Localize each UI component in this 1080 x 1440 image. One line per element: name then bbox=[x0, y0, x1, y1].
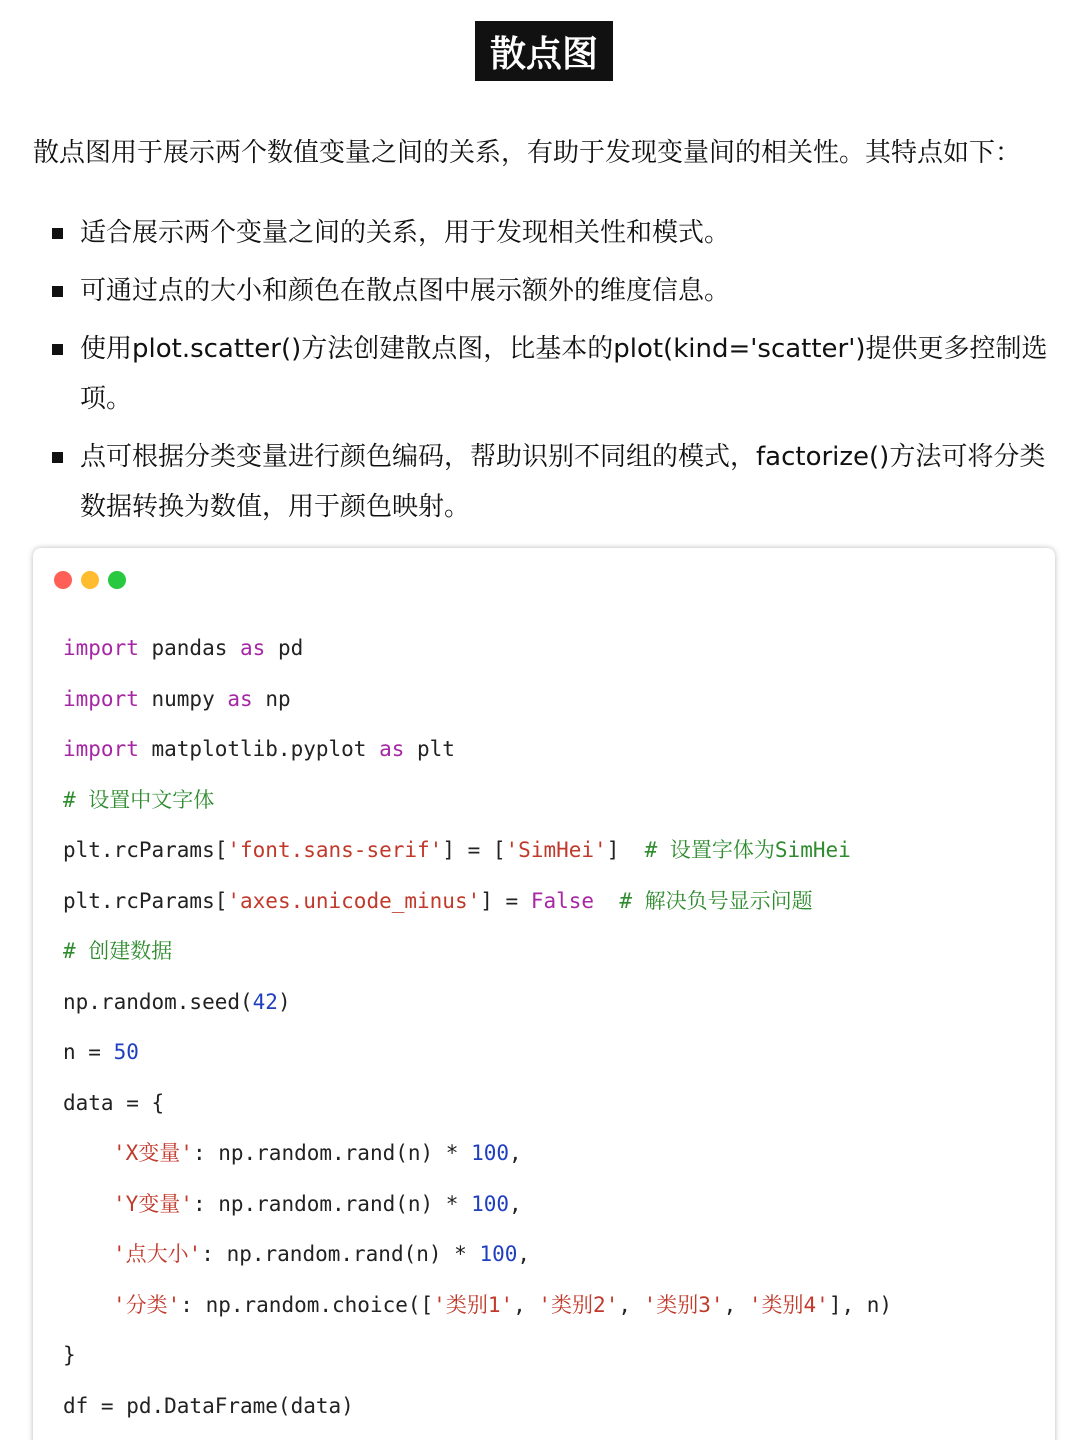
maximize-dot-icon bbox=[108, 571, 126, 589]
code-token: matplotlib.pyplot bbox=[138, 737, 380, 761]
code-token: import bbox=[63, 737, 139, 761]
code-token: : np.random.rand(n) * bbox=[192, 1141, 472, 1165]
code-token: ] = bbox=[480, 888, 531, 913]
code-token: 'X变量' bbox=[113, 1141, 193, 1165]
code-token: 100 bbox=[479, 1242, 518, 1266]
feature-item: 点可根据分类变量进行颜色编码，帮助识别不同组的模式，factorize()方法可将分类数据转换为数值，用于颜色映射。 bbox=[50, 432, 1050, 532]
code-token: ], n) bbox=[828, 1292, 893, 1317]
code-token: # 设置字体为SimHei bbox=[644, 838, 851, 862]
code-token: '类别2' bbox=[538, 1292, 619, 1317]
code-token: data = { bbox=[63, 1090, 165, 1115]
code-token: 42 bbox=[252, 989, 278, 1014]
code-token bbox=[594, 889, 619, 913]
code-line bbox=[63, 977, 892, 1028]
code-token: as bbox=[379, 737, 405, 761]
code-token: df = pd.DataFrame(data) bbox=[63, 1393, 354, 1418]
code-line bbox=[63, 1027, 892, 1078]
code-token: , bbox=[509, 1141, 522, 1165]
code-line bbox=[63, 1381, 892, 1432]
code-token: , bbox=[723, 1292, 749, 1317]
code-token: ) bbox=[277, 989, 291, 1014]
code-token: 'axes.unicode_minus' bbox=[227, 888, 481, 913]
page-title: 散点图 bbox=[475, 21, 613, 81]
code-line bbox=[63, 1229, 892, 1280]
code-line bbox=[63, 1078, 892, 1129]
feature-list bbox=[50, 208, 1050, 540]
code-line bbox=[63, 1330, 892, 1381]
code-token: 'Y变量' bbox=[113, 1191, 193, 1216]
code-line bbox=[63, 926, 892, 977]
minimize-dot-icon bbox=[81, 571, 99, 589]
code-line bbox=[63, 1280, 892, 1331]
code-block bbox=[33, 548, 1055, 1440]
code-line bbox=[63, 1128, 892, 1179]
code-token: , bbox=[509, 1191, 522, 1216]
code-token: 'font.sans-serif' bbox=[227, 838, 443, 862]
code-token: False bbox=[530, 888, 595, 913]
code-token: import bbox=[63, 686, 139, 711]
code-token: plt.rcParams[ bbox=[63, 838, 228, 862]
code-token: , bbox=[513, 1292, 539, 1317]
code-token: # 设置中文字体 bbox=[63, 787, 215, 812]
code-token: numpy bbox=[138, 686, 228, 711]
feature-item: 适合展示两个变量之间的关系，用于发现相关性和模式。 bbox=[50, 208, 1050, 258]
intro-paragraph: 散点图用于展示两个数值变量之间的关系，有助于发现变量间的相关性。其特点如下： bbox=[33, 138, 1022, 168]
code-token: '类别1' bbox=[433, 1292, 514, 1317]
code-line bbox=[63, 623, 892, 674]
code-token: } bbox=[63, 1343, 76, 1367]
close-dot-icon bbox=[54, 571, 72, 589]
code-token: pd bbox=[265, 636, 304, 660]
code-line bbox=[63, 775, 892, 826]
code-token: '类别3' bbox=[643, 1292, 724, 1317]
code-token: 100 bbox=[471, 1141, 510, 1165]
window-controls bbox=[54, 571, 126, 589]
code-token: '分类' bbox=[113, 1292, 181, 1317]
code-line bbox=[63, 876, 892, 927]
code-line bbox=[63, 674, 892, 725]
code-token: np bbox=[252, 686, 291, 711]
code-token: as bbox=[227, 686, 253, 711]
code-token: np.random.seed( bbox=[63, 989, 253, 1014]
code-token: import bbox=[63, 636, 139, 660]
code-token: '点大小' bbox=[113, 1242, 202, 1266]
code-token: : np.random.choice([ bbox=[180, 1292, 434, 1317]
code-token: plt bbox=[404, 737, 455, 761]
code-token: 'SimHei' bbox=[505, 838, 607, 862]
code-token: : np.random.rand(n) * bbox=[201, 1242, 480, 1266]
code-token: # 解决负号显示问题 bbox=[619, 888, 813, 913]
code-token: , bbox=[618, 1292, 644, 1317]
code-token: : np.random.rand(n) * bbox=[192, 1191, 472, 1216]
code-line bbox=[63, 724, 892, 775]
feature-item: 使用plot.scatter()方法创建散点图，比基本的plot(kind='scatter')提供更多控制选项。 bbox=[50, 324, 1050, 424]
code-token: n = bbox=[63, 1040, 114, 1064]
code-token: pandas bbox=[138, 636, 241, 660]
code-token: # 创建数据 bbox=[63, 939, 173, 963]
code-content bbox=[63, 623, 892, 1431]
code-token: '类别4' bbox=[748, 1292, 829, 1317]
code-token: 100 bbox=[471, 1191, 510, 1216]
code-line bbox=[63, 825, 892, 876]
code-token: 50 bbox=[113, 1040, 139, 1064]
code-token: as bbox=[240, 636, 266, 660]
code-token: , bbox=[517, 1242, 531, 1266]
code-token: ] = [ bbox=[442, 838, 506, 862]
code-token: plt.rcParams[ bbox=[63, 888, 228, 913]
code-line bbox=[63, 1179, 892, 1230]
feature-item: 可通过点的大小和颜色在散点图中展示额外的维度信息。 bbox=[50, 266, 1050, 316]
code-token: ] bbox=[606, 838, 645, 862]
